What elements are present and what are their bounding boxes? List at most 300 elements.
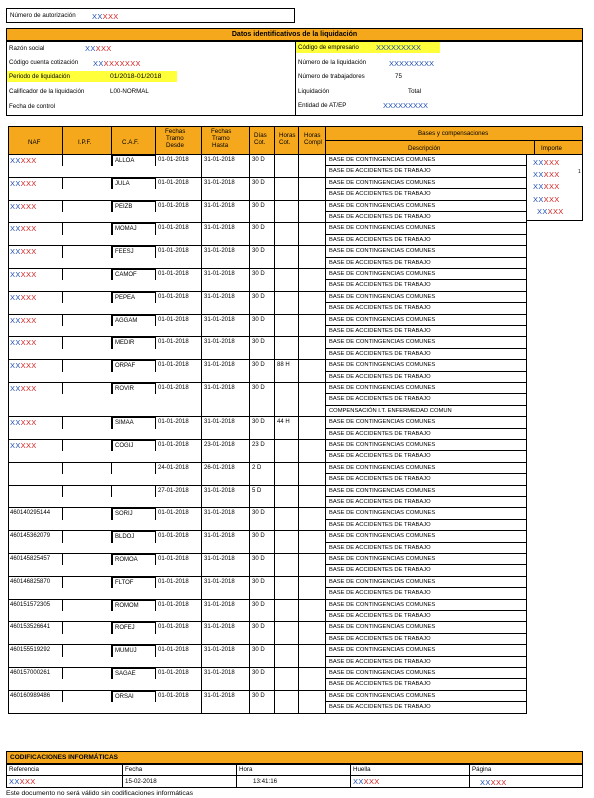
cell-ipf [63, 440, 112, 451]
column-divider [249, 337, 250, 360]
dias-value: 30 D [252, 533, 265, 540]
column-divider [274, 440, 275, 463]
column-divider [298, 440, 299, 463]
cell-desde [156, 178, 202, 189]
footer-label-huella: Huella [353, 766, 371, 773]
cell-caf [112, 315, 156, 326]
naf-value: XXXXX [10, 418, 37, 428]
column-divider [201, 622, 202, 645]
desde-value: 01-01-2018 [158, 442, 189, 448]
description-cell: BASE DE ACCIDENTES DE TRABAJO [326, 303, 527, 314]
naf-value: 460140295144 [10, 510, 51, 517]
column-divider [201, 577, 202, 600]
numero-liquidacion-value: XXXXXXXXX [389, 59, 435, 68]
cell-horas [275, 600, 299, 611]
naf-value: 460160989486 [10, 692, 51, 699]
column-divider [201, 486, 202, 509]
column-divider [274, 292, 275, 315]
dias-value: 30 D [252, 157, 265, 163]
description-cell: COMPENSACIÓN I.T. ENFERMEDAD COMUN [326, 406, 527, 417]
hasta-value: 23-01-2018 [204, 442, 235, 448]
cell-compl [299, 486, 326, 497]
description-cell: BASE DE CONTINGENCIAS COMUNES [326, 246, 527, 257]
cell-dias [250, 440, 275, 451]
description-cell: BASE DE CONTINGENCIAS COMUNES [326, 508, 527, 519]
description-cell: BASE DE ACCIDENTES DE TRABAJO [326, 634, 527, 645]
numero-liquidacion-label: Número de la liquidación [298, 59, 367, 66]
cell-ipf [63, 508, 112, 519]
caf-value: BLDOJ [115, 534, 135, 541]
column-divider [201, 600, 202, 623]
column-divider [249, 223, 250, 246]
column-divider [274, 645, 275, 668]
naf-value: XXXXX [10, 247, 37, 257]
column-divider [298, 691, 299, 714]
column-divider [274, 531, 275, 554]
cell-ipf [63, 155, 112, 166]
desde-value: 01-01-2018 [158, 419, 189, 426]
cell-desde [156, 417, 202, 428]
hasta-value: 31-01-2018 [204, 316, 235, 323]
cell-horas [275, 315, 299, 326]
cell-compl [299, 178, 326, 189]
periodo-label: Periodo de liquidación [9, 73, 70, 80]
cell-naf [8, 178, 63, 189]
cell-caf [112, 155, 156, 166]
desde-value: 01-01-2018 [158, 316, 189, 323]
column-divider [201, 178, 202, 201]
naf-value: 460153526641 [10, 624, 51, 631]
cell-compl [299, 463, 326, 474]
cell-caf [112, 417, 156, 428]
cell-dias [250, 668, 275, 679]
cell-dias [250, 554, 275, 565]
naf-value: 460145825457 [10, 556, 51, 562]
hasta-value: 31-01-2018 [204, 647, 235, 654]
naf-value: XXXXX [10, 384, 37, 393]
header-hasta-1: Fechas [211, 128, 232, 135]
naf-value: XXXXX [10, 201, 37, 211]
column-divider [298, 531, 299, 554]
caf-value: SIMAA [115, 420, 134, 427]
cell-dias [250, 315, 275, 326]
header-ipf: I.P.F. [78, 139, 92, 146]
authorization-label: Número de autorización [10, 12, 76, 19]
naf-value: 460157000261 [10, 670, 51, 676]
cell-horas [275, 691, 299, 702]
cell-horas [275, 622, 299, 633]
cell-compl [299, 155, 326, 166]
cell-ipf [63, 246, 112, 257]
column-divider [201, 337, 202, 360]
column-divider [274, 508, 275, 531]
desde-value: 01-01-2018 [158, 248, 189, 255]
dias-value: 30 D [252, 510, 265, 517]
cell-hasta [202, 223, 250, 234]
cell-hasta [202, 508, 250, 519]
dias-value: 30 D [252, 202, 265, 209]
header-dias-2: Cot. [254, 139, 266, 146]
column-divider [249, 554, 250, 577]
naf-value: 460145362079 [10, 533, 51, 540]
cell-naf [8, 292, 63, 303]
codigo-empresario-label: Código de empresario [298, 44, 359, 51]
desde-value: 01-01-2018 [158, 271, 189, 277]
column-divider [249, 383, 250, 417]
cell-naf [8, 201, 63, 212]
cell-caf [112, 337, 156, 348]
description-cell: BASE DE CONTINGENCIAS COMUNES [326, 360, 527, 371]
description-cell: BASE DE CONTINGENCIAS COMUNES [326, 383, 527, 394]
cell-hasta [202, 155, 250, 166]
column-divider [201, 531, 202, 554]
calificador-label: Calificador de la liquidación [9, 88, 85, 95]
cell-compl [299, 360, 326, 371]
hasta-value: 31-01-2018 [204, 362, 235, 369]
naf-value: XXXXX [10, 315, 37, 325]
header-caf: C.A.F. [122, 139, 139, 146]
header-hasta-3: Hasta [212, 142, 229, 149]
desde-value: 24-01-2018 [158, 464, 189, 471]
cell-hasta [202, 360, 250, 371]
hasta-value: 31-01-2018 [204, 385, 235, 391]
hasta-value: 31-01-2018 [204, 248, 235, 255]
column-divider [249, 201, 250, 224]
header-horas-compl-2: Compl [304, 139, 322, 146]
cell-naf [8, 337, 63, 348]
dias-value: 30 D [252, 647, 265, 654]
cell-compl [299, 383, 326, 394]
cell-caf [112, 292, 156, 303]
cell-compl [299, 691, 326, 702]
cell-dias [250, 622, 275, 633]
hasta-value: 31-01-2018 [204, 271, 235, 277]
cell-ipf [63, 315, 112, 326]
cell-dias [250, 383, 275, 394]
cell-caf [112, 645, 156, 656]
cell-horas [275, 201, 299, 212]
cell-naf [8, 360, 63, 371]
cell-dias [250, 691, 275, 702]
column-divider [249, 531, 250, 554]
cell-compl [299, 440, 326, 451]
column-divider [249, 360, 250, 383]
cell-naf [8, 315, 63, 326]
column-divider [274, 246, 275, 269]
cell-desde [156, 668, 202, 679]
periodo-value: 01/2018-01/2018 [110, 73, 162, 80]
column-divider [274, 269, 275, 292]
cell-dias [250, 486, 275, 497]
cell-horas [275, 577, 299, 588]
cell-desde [156, 383, 202, 394]
fecha-control-label: Fecha de control [9, 103, 56, 110]
description-cell: BASE DE CONTINGENCIAS COMUNES [326, 417, 527, 428]
column-divider [201, 269, 202, 292]
description-cell: BASE DE CONTINGENCIAS COMUNES [326, 486, 527, 497]
cell-compl [299, 337, 326, 348]
caf-value: CAMOF [115, 272, 137, 278]
column-divider [298, 508, 299, 531]
dias-value: 30 D [252, 578, 265, 585]
cell-hasta [202, 178, 250, 189]
dias-value: 30 D [252, 624, 265, 631]
cell-hasta [202, 531, 250, 542]
cell-ipf [63, 554, 112, 565]
column-divider [274, 360, 275, 383]
cell-desde [156, 486, 202, 497]
cell-caf [112, 246, 156, 257]
column-divider [298, 178, 299, 201]
hasta-value: 31-01-2018 [204, 202, 235, 209]
hasta-value: 31-01-2018 [204, 179, 235, 186]
liquidacion-value: Total [408, 88, 422, 95]
description-cell: BASE DE ACCIDENTES DE TRABAJO [326, 235, 527, 246]
column-divider [274, 691, 275, 714]
hasta-value: 31-01-2018 [204, 510, 235, 517]
column-divider [274, 155, 275, 178]
naf-value: XXXXX [10, 441, 37, 450]
cell-desde [156, 337, 202, 348]
cell-ipf [63, 223, 112, 234]
codigo-cuenta-value: XXXXXXXXX [93, 59, 141, 68]
column-divider [274, 337, 275, 360]
entidad-value: XXXXXXXXX [383, 101, 429, 110]
cell-compl [299, 531, 326, 542]
desde-value: 01-01-2018 [158, 202, 189, 209]
column-divider [274, 486, 275, 509]
cell-hasta [202, 292, 250, 303]
cell-horas [275, 383, 299, 394]
cell-ipf [63, 201, 112, 212]
description-cell: BASE DE CONTINGENCIAS COMUNES [326, 315, 527, 326]
cell-horas [275, 178, 299, 189]
desde-value: 01-01-2018 [158, 362, 189, 369]
cell-horas [275, 486, 299, 497]
column-divider [274, 315, 275, 338]
column-divider [201, 201, 202, 224]
dias-value: 30 D [252, 419, 265, 426]
column-divider [249, 622, 250, 645]
hasta-value: 31-01-2018 [204, 419, 235, 426]
naf-value: XXXXX [10, 224, 37, 234]
dias-value: 30 D [252, 225, 265, 232]
cell-desde [156, 269, 202, 280]
cell-desde [156, 223, 202, 234]
footer-title-bar [6, 751, 583, 764]
column-divider [298, 383, 299, 417]
hasta-value: 31-01-2018 [204, 624, 235, 631]
horas-value: 44 H [277, 419, 290, 426]
razon-social-label: Razón social [9, 45, 45, 52]
description-cell: BASE DE ACCIDENTES DE TRABAJO [326, 702, 527, 713]
dias-value: 30 D [252, 601, 265, 608]
column-divider [201, 417, 202, 440]
header-horas-cot-2: Cot. [279, 139, 291, 146]
caf-value: COGIJ [115, 443, 134, 449]
hasta-value: 31-01-2018 [204, 293, 235, 300]
footer-label-fecha: Fecha [125, 766, 143, 773]
cell-ipf [63, 645, 112, 656]
desde-value: 01-01-2018 [158, 601, 189, 608]
column-divider [201, 360, 202, 383]
cell-caf [112, 531, 156, 542]
cell-ipf [63, 600, 112, 611]
cell-ipf [63, 178, 112, 189]
cell-naf [8, 531, 63, 542]
dias-value: 30 D [252, 556, 265, 562]
description-cell: BASE DE CONTINGENCIAS COMUNES [326, 622, 527, 633]
footer-title: CODIFICACIONES INFORMÁTICAS [10, 754, 118, 761]
description-cell: BASE DE ACCIDENTES DE TRABAJO [326, 429, 527, 440]
cell-ipf [63, 337, 112, 348]
header-importe: Importe [541, 145, 562, 152]
caf-value: JULA [115, 180, 130, 187]
cell-ipf [63, 531, 112, 542]
header-desde-3: Desde [166, 142, 184, 149]
cell-desde [156, 645, 202, 656]
naf-value: XXXXX [10, 292, 37, 302]
cell-desde [156, 246, 202, 257]
cell-desde [156, 600, 202, 611]
desde-value: 01-01-2018 [158, 510, 189, 517]
footer-value-huella: XXXXX [353, 777, 380, 786]
column-divider [298, 645, 299, 668]
cell-dias [250, 463, 275, 474]
column-divider [298, 622, 299, 645]
cell-dias [250, 417, 275, 428]
hasta-value: 31-01-2018 [204, 670, 235, 676]
cell-ipf [63, 622, 112, 633]
description-cell: BASE DE CONTINGENCIAS COMUNES [326, 668, 527, 679]
cell-desde [156, 201, 202, 212]
importe-value: XXXXX [533, 158, 560, 167]
column-divider [298, 292, 299, 315]
description-cell: BASE DE CONTINGENCIAS COMUNES [326, 178, 527, 189]
column-divider [249, 417, 250, 440]
cell-caf [112, 383, 156, 394]
hasta-value: 31-01-2018 [204, 692, 235, 699]
description-cell: BASE DE ACCIDENTES DE TRABAJO [326, 497, 527, 508]
column-divider [298, 360, 299, 383]
column-divider [249, 178, 250, 201]
column-divider [249, 486, 250, 509]
cell-hasta [202, 201, 250, 212]
column-divider [274, 201, 275, 224]
cell-hasta [202, 246, 250, 257]
cell-compl [299, 315, 326, 326]
cell-hasta [202, 577, 250, 588]
header-descripcion: Descripción [408, 145, 441, 152]
column-divider [298, 223, 299, 246]
caf-value: ROVIR [115, 386, 135, 392]
header-horas-cot-1: Horas [279, 132, 296, 139]
description-cell: BASE DE ACCIDENTES DE TRABAJO [326, 543, 527, 554]
cell-desde [156, 360, 202, 371]
column-divider [298, 246, 299, 269]
cell-naf [8, 440, 63, 451]
horas-value: 88 H [277, 362, 290, 369]
cell-hasta [202, 486, 250, 497]
footer-label-hora: Hora [239, 766, 253, 773]
desde-value: 01-01-2018 [158, 670, 189, 676]
codigo-cuenta-label: Código cuenta cotización [9, 59, 79, 66]
desde-value: 01-01-2018 [158, 578, 189, 585]
naf-value: XXXXX [10, 338, 37, 348]
column-divider [298, 269, 299, 292]
description-cell: BASE DE ACCIDENTES DE TRABAJO [326, 611, 527, 622]
dias-value: 23 D [252, 442, 265, 448]
naf-value: 460151572305 [10, 601, 51, 608]
description-cell: BASE DE CONTINGENCIAS COMUNES [326, 600, 527, 611]
caf-value: ROMOA [115, 557, 138, 563]
cell-naf [8, 417, 63, 428]
column-divider [274, 223, 275, 246]
cell-desde [156, 440, 202, 451]
cell-dias [250, 292, 275, 303]
cell-ipf [63, 486, 112, 497]
cell-hasta [202, 600, 250, 611]
cell-horas [275, 508, 299, 519]
description-cell: BASE DE ACCIDENTES DE TRABAJO [326, 372, 527, 383]
numero-trabajadores-value: 75 [395, 73, 402, 80]
column-divider [298, 337, 299, 360]
cell-naf [8, 246, 63, 257]
cell-compl [299, 269, 326, 280]
header-desde-2: Tramo [166, 135, 184, 142]
column-divider [201, 292, 202, 315]
caf-value: PEPEA [115, 294, 136, 301]
description-cell: BASE DE CONTINGENCIAS COMUNES [326, 645, 527, 656]
cell-naf [8, 622, 63, 633]
footer-note: Este documento no será válido sin codificaciones informáticas [6, 790, 194, 797]
cell-caf [112, 178, 156, 189]
description-cell: BASE DE ACCIDENTES DE TRABAJO [326, 212, 527, 223]
footer-value-hora: 13:41:16 [253, 778, 278, 785]
column-divider [298, 155, 299, 178]
desde-value: 01-01-2018 [158, 624, 189, 631]
dias-value: 30 D [252, 271, 265, 277]
cell-ipf [63, 269, 112, 280]
dias-value: 30 D [252, 385, 265, 391]
desde-value: 01-01-2018 [158, 385, 189, 391]
caf-value: FEESJ [115, 249, 134, 256]
numero-trabajadores-label: Número de trabajadores [298, 73, 365, 80]
column-divider [201, 508, 202, 531]
column-divider [249, 269, 250, 292]
caf-value: ROFEJ [115, 625, 135, 632]
cell-compl [299, 554, 326, 565]
cell-caf [112, 691, 156, 702]
dias-value: 30 D [252, 316, 265, 323]
column-divider [201, 246, 202, 269]
cell-compl [299, 201, 326, 212]
cell-naf [8, 223, 63, 234]
calificador-value: L00-NORMAL [110, 88, 149, 95]
column-divider [201, 463, 202, 486]
cell-horas [275, 440, 299, 451]
desde-value: 01-01-2018 [158, 556, 189, 562]
cell-compl [299, 508, 326, 519]
cell-caf [112, 622, 156, 633]
cell-horas [275, 554, 299, 565]
importe-value: XXXXX [533, 194, 560, 204]
cell-ipf [63, 417, 112, 428]
cell-hasta [202, 269, 250, 280]
description-cell: BASE DE ACCIDENTES DE TRABAJO [326, 474, 527, 485]
dias-value: 30 D [252, 293, 265, 300]
cell-naf [8, 577, 63, 588]
